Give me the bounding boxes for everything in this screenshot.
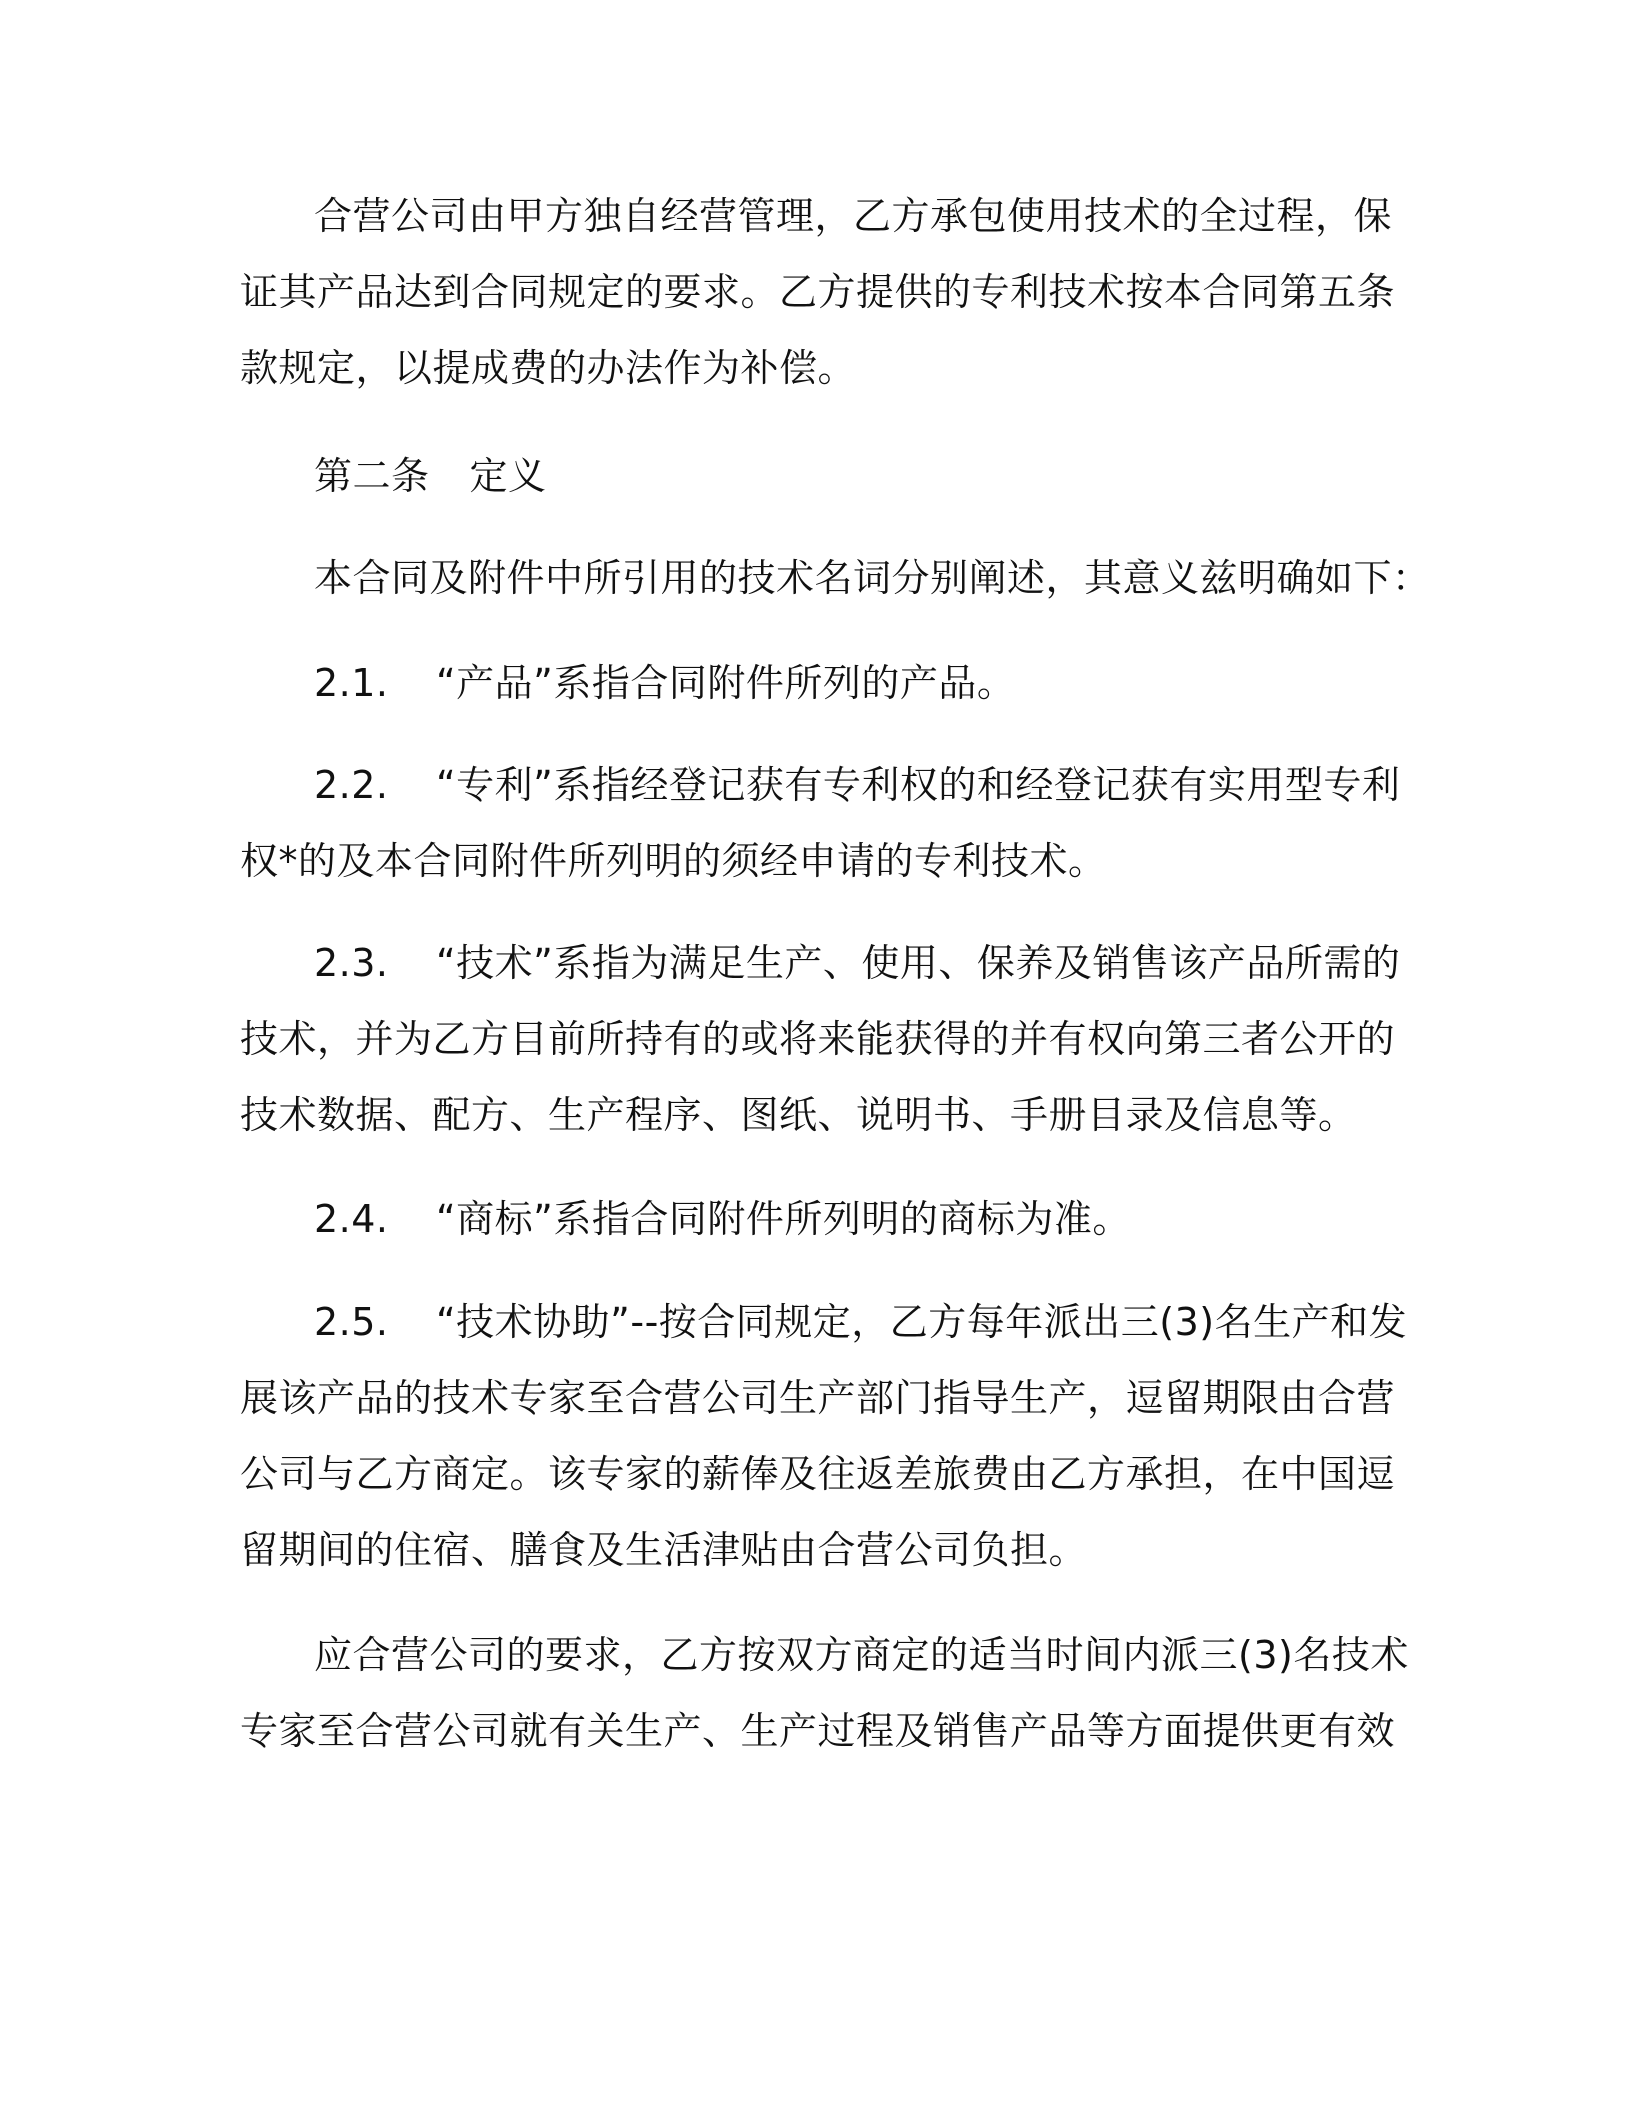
text-line: 应合营公司的要求，乙方按双方商定的适当时间内派三(3)名技术 xyxy=(314,1633,1409,1677)
text-line: 专家至合营公司就有关生产、生产过程及销售产品等方面提供更有效 xyxy=(240,1709,1396,1753)
definition-2-5 xyxy=(240,1284,1408,1588)
text-line: 公司与乙方商定。该专家的薪俸及往返差旅费由乙方承担，在中国逗 xyxy=(240,1452,1396,1496)
paragraph-operation xyxy=(240,178,1396,406)
clause-number: 2.4. xyxy=(314,1197,389,1241)
definition-2-4 xyxy=(240,1181,1380,1257)
text-line: 展该产品的技术专家至合营公司生产部门指导生产，逗留期限由合营 xyxy=(240,1376,1396,1420)
paragraph-intro xyxy=(240,540,1431,616)
text-line: “技术”系指为满足生产、使用、保养及销售该产品所需的 xyxy=(436,941,1401,985)
text-line: 证其产品达到合同规定的要求。乙方提供的专利技术按本合同第五条 xyxy=(240,270,1396,314)
definition-2-3 xyxy=(240,925,1401,1153)
definition-2-1 xyxy=(240,645,1380,721)
clause-number: 2.5. xyxy=(314,1300,389,1344)
clause-number: 2.1. xyxy=(314,661,389,705)
clause-number: 2.3. xyxy=(314,941,389,985)
text-line: 权*的及本合同附件所列明的须经申请的专利技术。 xyxy=(240,839,1107,883)
text-line: 款规定，以提成费的办法作为补偿。 xyxy=(240,346,857,390)
article-heading xyxy=(240,438,1380,514)
paragraph-technical-experts xyxy=(240,1617,1409,1769)
text-line: 留期间的住宿、膳食及生活津贴由合营公司负担。 xyxy=(240,1528,1088,1572)
text-line: 技术数据、配方、生产程序、图纸、说明书、手册目录及信息等。 xyxy=(240,1093,1357,1137)
text-line: 合营公司由甲方独自经营管理，乙方承包使用技术的全过程，保 xyxy=(314,194,1393,238)
text-line: “产品”系指合同附件所列的产品。 xyxy=(436,661,1016,705)
article-title: 定义 xyxy=(469,454,547,498)
article-number: 第二条 xyxy=(314,454,430,498)
text-line: 本合同及附件中所引用的技术名词分别阐述，其意义兹明确如下： xyxy=(314,556,1431,600)
text-line: “专利”系指经登记获有专利权的和经登记获有实用型专利 xyxy=(436,763,1401,807)
clause-number: 2.2. xyxy=(314,763,389,807)
text-line: “技术协助”--按合同规定，乙方每年派出三(3)名生产和发 xyxy=(436,1300,1408,1344)
definition-2-2 xyxy=(240,747,1401,899)
text-line: “商标”系指合同附件所列明的商标为准。 xyxy=(436,1197,1131,1241)
text-line: 技术，并为乙方目前所持有的或将来能获得的并有权向第三者公开的 xyxy=(240,1017,1396,1061)
